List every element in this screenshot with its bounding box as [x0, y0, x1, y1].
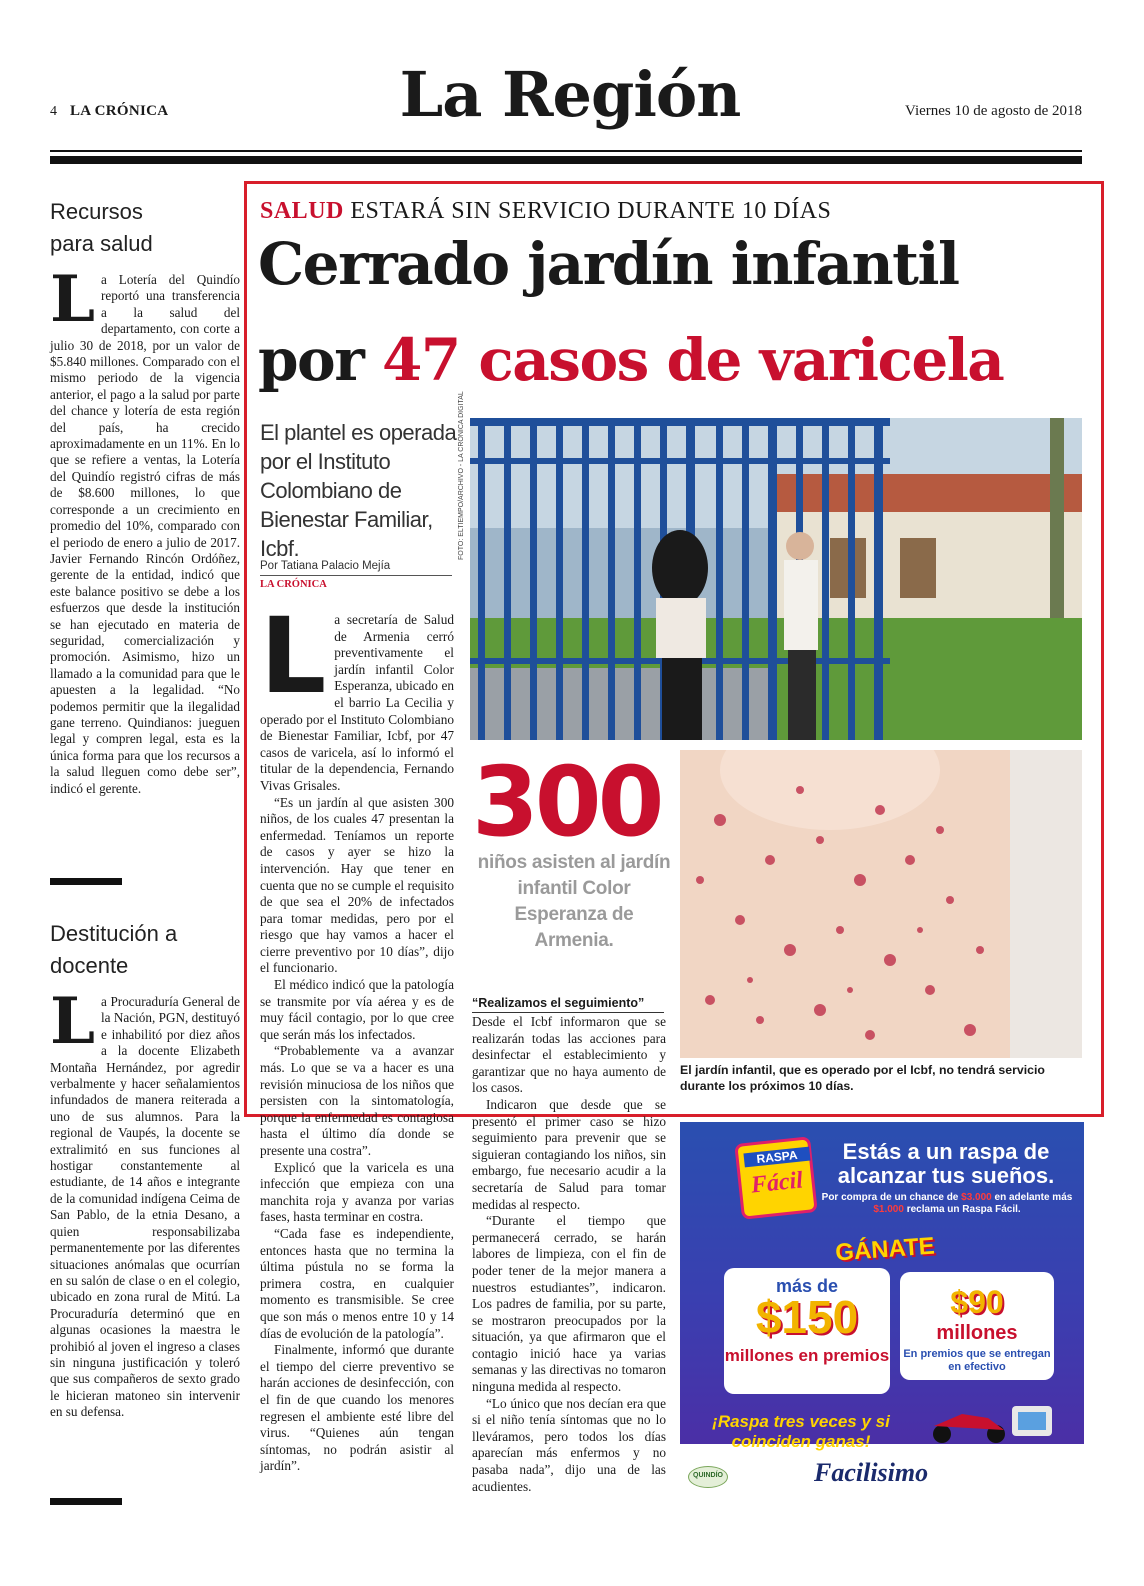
prize2-amount: $90	[950, 1284, 1004, 1320]
photo-kindergarten-gate	[470, 418, 1082, 740]
article-column-1: La secretaría de Salud de Armenia cerró preventivamente el jardín infantil Color Esperanza, ubicado en el barrio La Cecilia y operado por el Instituto Colombiano de Bienestar Familiar, Icbf, por 47 casos de varicela, así lo informó el titular de la dependencia, Fernando Vivas Grisales. “Es un jardín al que asisten 300 niños, de los cuales 47 presentan la enfermedad. Teníamos un reporte de casos y ayer se hizo la intervención. Hay que tener en cuenta que no se cumple el requisito de que sea el 20% de infectados para tomar medidas, pero por el riesgo que hay vamos a hacer el cierre preventivo por 10 días”, dijo el funcionario. El médico indicó que la patología se transmite por vía aérea y es de muy fácil contagio, por lo que cree que serán más los infectados. “Probablemente va a avanzar más. Lo que se va a hacer es una revisión minuciosa de los niños que persisten con la sintomatología, porque la enfermedad es contagiosa hasta el último día donde se presente una costra”. Explicó que la varicela es una infección que empieza con una manchita roja y avanza por varias fases, hasta terminar en costra. “Cada fase es independiente, entonces hasta que no termina la última pústula no se forma la primera costra, en cualquier momento es transmisible. Se cree que son más o menos entre 10 y 14 días de evolución de la patología”. Finalmente, informó que durante el tiempo del cierre preventivo se harán acciones de desinfección, con el fin de que cuando los menores regresen el ambiente esté libre del virus. “Quienes aún tengan síntomas, no podrán asistir al jardín”.	[260, 595, 454, 1474]
section-title: La Región	[399, 58, 741, 131]
stat-number: 300	[472, 746, 661, 858]
photo-caption: El jardín infantil, que es operado por el Icbf, no tendrá servicio durante los próximos 10 días.	[680, 1063, 1045, 1093]
page-number: 4	[50, 104, 57, 119]
prize1-amount: $150	[755, 1291, 859, 1343]
prize2-post: En premios que se entregan en efectivo	[903, 1348, 1051, 1373]
story-separator	[50, 878, 122, 885]
subhead: “Realizamos el seguimiento”	[472, 996, 645, 1010]
stat-caption: niños asisten al jardín infantil Color Esperanza de Armenia.	[477, 852, 671, 951]
dropcap: L	[50, 262, 95, 337]
paper-name: LA CRÓNICA	[70, 103, 169, 119]
masthead-rule-thin	[50, 150, 1082, 152]
gate-illustration	[470, 418, 1082, 740]
masthead-rule-thick	[50, 156, 1082, 164]
prize2-unit: millones	[936, 1322, 1018, 1344]
skin-illustration	[680, 750, 1082, 1058]
byline-rule	[260, 575, 452, 576]
raspa-logo-top: RASPA	[743, 1147, 810, 1168]
raspa-logo-bottom: Fácil	[749, 1167, 805, 1199]
sponsor-name: QUINDÍO	[693, 1472, 723, 1479]
prize1-pre: más de	[775, 1276, 839, 1296]
story-destitucion-title: Destitución a docente	[50, 921, 178, 978]
facilisimo-logo: Facilisimo	[814, 1458, 929, 1487]
ad-fine-print: Por compra de un chance de $3.000 en adelante más $1.000 reclama un Raspa Fácil.	[821, 1192, 1073, 1215]
ad-ganate: GÁNATE	[834, 1232, 936, 1267]
ad-title: Estás a un raspa de alcanzar tus sueños.	[837, 1139, 1055, 1188]
headline-line-2: por 47 casos de varicela	[258, 326, 1004, 394]
kicker: SALUD ESTARÁ SIN SERVICIO DURANTE 10 DÍAS	[260, 198, 832, 224]
article-column-2: Desde el Icbf informaron que se realizarán todas las acciones para desinfectar el establecimiento y garantizar que no haya aumento de los casos. Indicaron que desde que se presentó el primer caso se hizo seguimiento para prevenir que se siguieran contagiando los niños, sin embargo, fue necesario acudir a la secretaría de Salud para tomar medidas al respecto. “Durante el tiempo que permanecerá cerrado, se harán labores de limpieza, con el fin de poder tener de la mejor manera a nuestros estudiantes”, indicaron. Los padres de familia, por su parte, se mostraron preocupados por la situación, ya que afirmaron que el contagio inició hace ya varias semanas y las directivas no tomaron ninguna medida al respecto. “Lo único que nos decían era que si el niño tenía síntomas que no lo lleváramos, pero todos los días aparecían más enfermos y no pasaba nada”, dijo una de las acudientes.	[472, 1014, 666, 1494]
story-recursos-title: Recursos para salud	[50, 199, 153, 256]
subhead-rule	[472, 1012, 664, 1013]
dropcap: L	[260, 595, 327, 717]
dek: El plantel es operada por el Instituto Colombiano de Bienestar Familiar, Icbf.	[260, 420, 457, 561]
story-recursos-body: La Lotería del Quindío reportó una transferencia a la salud del departamento, con corte a julio 30 de 2018, por un valor de $5.840 millones. Comparado con el mismo periodo de la vigencia anterior, el pago a la salud por parte del chance y lotería de esta región del país, ha crecido aproximadamente en un 11%. En lo que se refiere a ventas, la Lotería del Quindío registró cifras de más de $8.600 millones, lo que corresponde a un crecimiento en promedio del 10%, comparado con el periodo de enero a julio de 2017. Javier Fernando Rincón Ordóñez, gerente de la entidad, indicó que este balance positivo se debe a los esfuerzos que desde la institución se han ejecutado en materia de seguridad, comercialización y promoción. Asimismo, hizo un llamado a la comunidad para que le apuesten a la legalidad. “No podemos permitir que la ilegalidad gane terreno. Quindianos: jueguen legal y compren legal, esta es la única forma para que los recursos a la salud lleguen como debe ser”, indicó el gerente.	[50, 262, 240, 796]
issue-date: Viernes 10 de agosto de 2018	[905, 103, 1082, 119]
motorcycle-prizes-icon	[912, 1400, 1062, 1444]
prize1-post: millones en premios	[724, 1346, 890, 1365]
byline: Por Tatiana Palacio Mejía	[260, 560, 391, 572]
story-destitucion-body: La Procuraduría General de la Nación, PGN, destituyó e inhabilitó por diez años a la docente Elizabeth Montaña Hernández, por agredir verbalmente y hacer señalamientos infundados de manera reiterada a uno de sus alumnos. Para la regional de Vaupés, la docente se extralimitó en sus funciones al hostigar constantemente al estudiante, de 14 años e integrante de la comunidad indígena Ceima de San Pablo, de la etnia Desano, a quien responsabilizaba permanentemente por las diferentes situaciones anómalas que ocurrían en su salón de clase o en el colegio, ubicado en zona rural de Mitú. La Procuraduría determinó que en algunas ocasiones la maestra le prohibió al joven el ingreso a clases sin ninguna justificación y toleró que sus compañeros de sexto grado le hicieran matoneo sin intervenir en su defensa.	[50, 984, 240, 1420]
ad-slogan: ¡Raspa tres veces y si coinciden ganas!	[712, 1412, 890, 1451]
story-separator	[50, 1498, 122, 1505]
byline-org: LA CRÓNICA	[260, 579, 327, 590]
headline-line-1: Cerrado jardín infantil	[258, 230, 959, 298]
photo-chickenpox-skin	[680, 750, 1082, 1058]
dropcap: L	[50, 984, 95, 1059]
photo-credit: FOTO: ELTIEMPO/ARCHIVO - LA CRÓNICA DIGITAL	[458, 391, 465, 560]
